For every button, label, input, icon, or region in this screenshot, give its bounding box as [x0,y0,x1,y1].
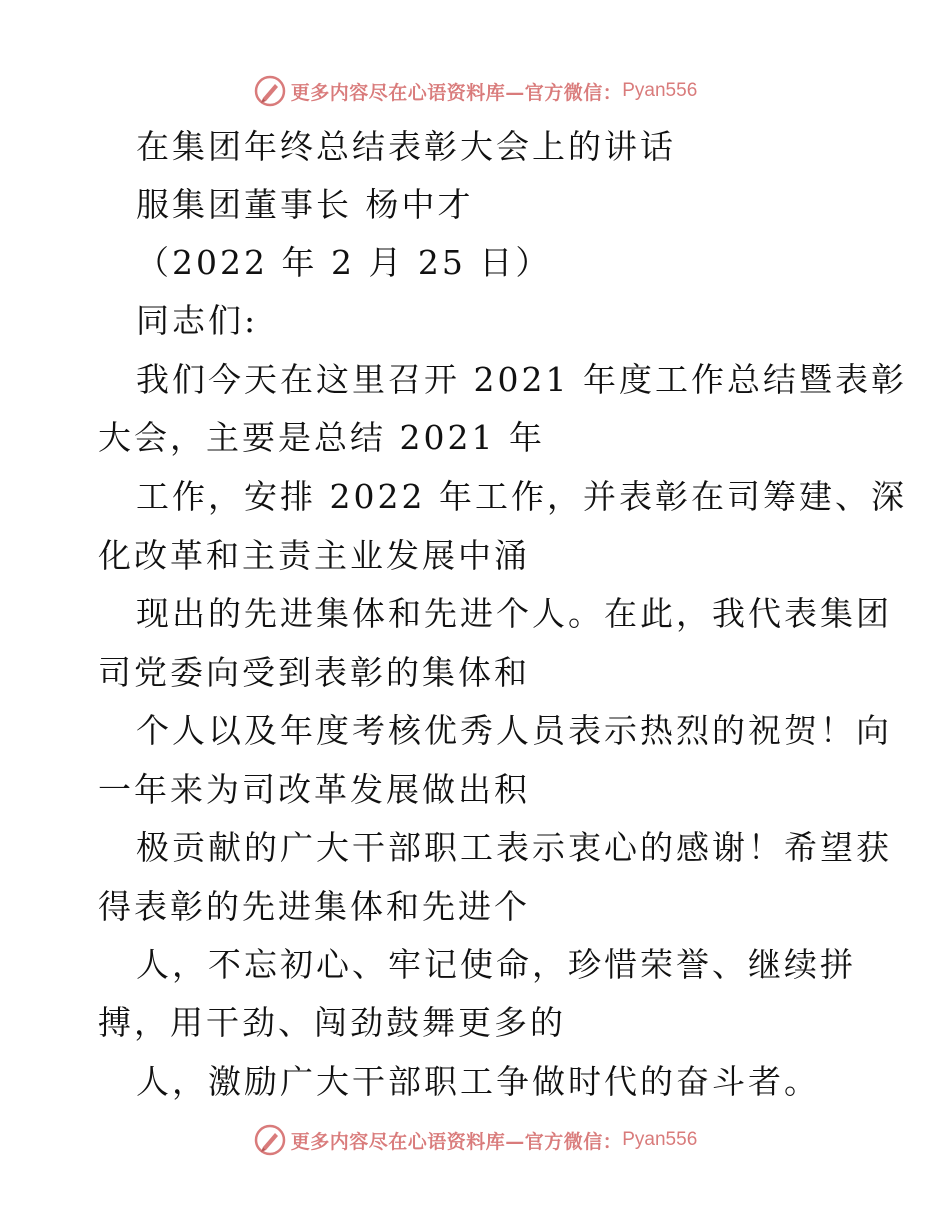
paragraph-line: 一年来为司改革发展做出积 [98,770,530,809]
paragraph-line: 得表彰的先进集体和先进个 [98,887,530,926]
paragraph-line: 化改革和主责主业发展中涌 [98,536,530,575]
pen-logo-icon [253,74,287,108]
watermark-text: 更多内容尽在心语资料库—官方微信： [290,1130,623,1153]
watermark-text: 更多内容尽在心语资料库—官方微信： [290,81,623,104]
paragraph-line: 司党委向受到表彰的集体和 [98,653,530,692]
watermark-handle: Pyan556 [622,80,698,101]
paragraph-line: 工作，安排 2022 年工作，并表彰在司筹建、深 [136,477,907,516]
paragraph-line: 搏，用干劲、闯劲鼓舞更多的 [98,1003,566,1042]
watermark-header [0,71,950,111]
paragraph-line: 人，激励广大干部职工争做时代的奋斗者。 [136,1062,820,1101]
paragraph-line: 大会，主要是总结 2021 年 [98,418,545,457]
paragraph-line: 我们今天在这里召开 2021 年度工作总结暨表彰 [136,360,907,399]
paragraph-line: 现出的先进集体和先进个人。在此，我代表集团 [136,594,892,633]
watermark-footer [0,1120,950,1160]
speech-title: 在集团年终总结表彰大会上的讲话 [136,127,676,166]
date-line: （2022 年 2 月 25 日） [136,243,552,282]
speaker-line: 服集团董事长 杨中才 [136,185,474,224]
paragraph-line: 人，不忘初心、牢记使命，珍惜荣誉、继续拼 [136,945,856,984]
pen-logo-icon [253,1123,287,1157]
paragraph-line: 极贡献的广大干部职工表示衷心的感谢！希望获 [136,828,892,867]
paragraph-line: 个人以及年度考核优秀人员表示热烈的祝贺！向 [136,711,892,750]
watermark-handle: Pyan556 [622,1129,698,1150]
salutation: 同志们: [136,301,259,340]
